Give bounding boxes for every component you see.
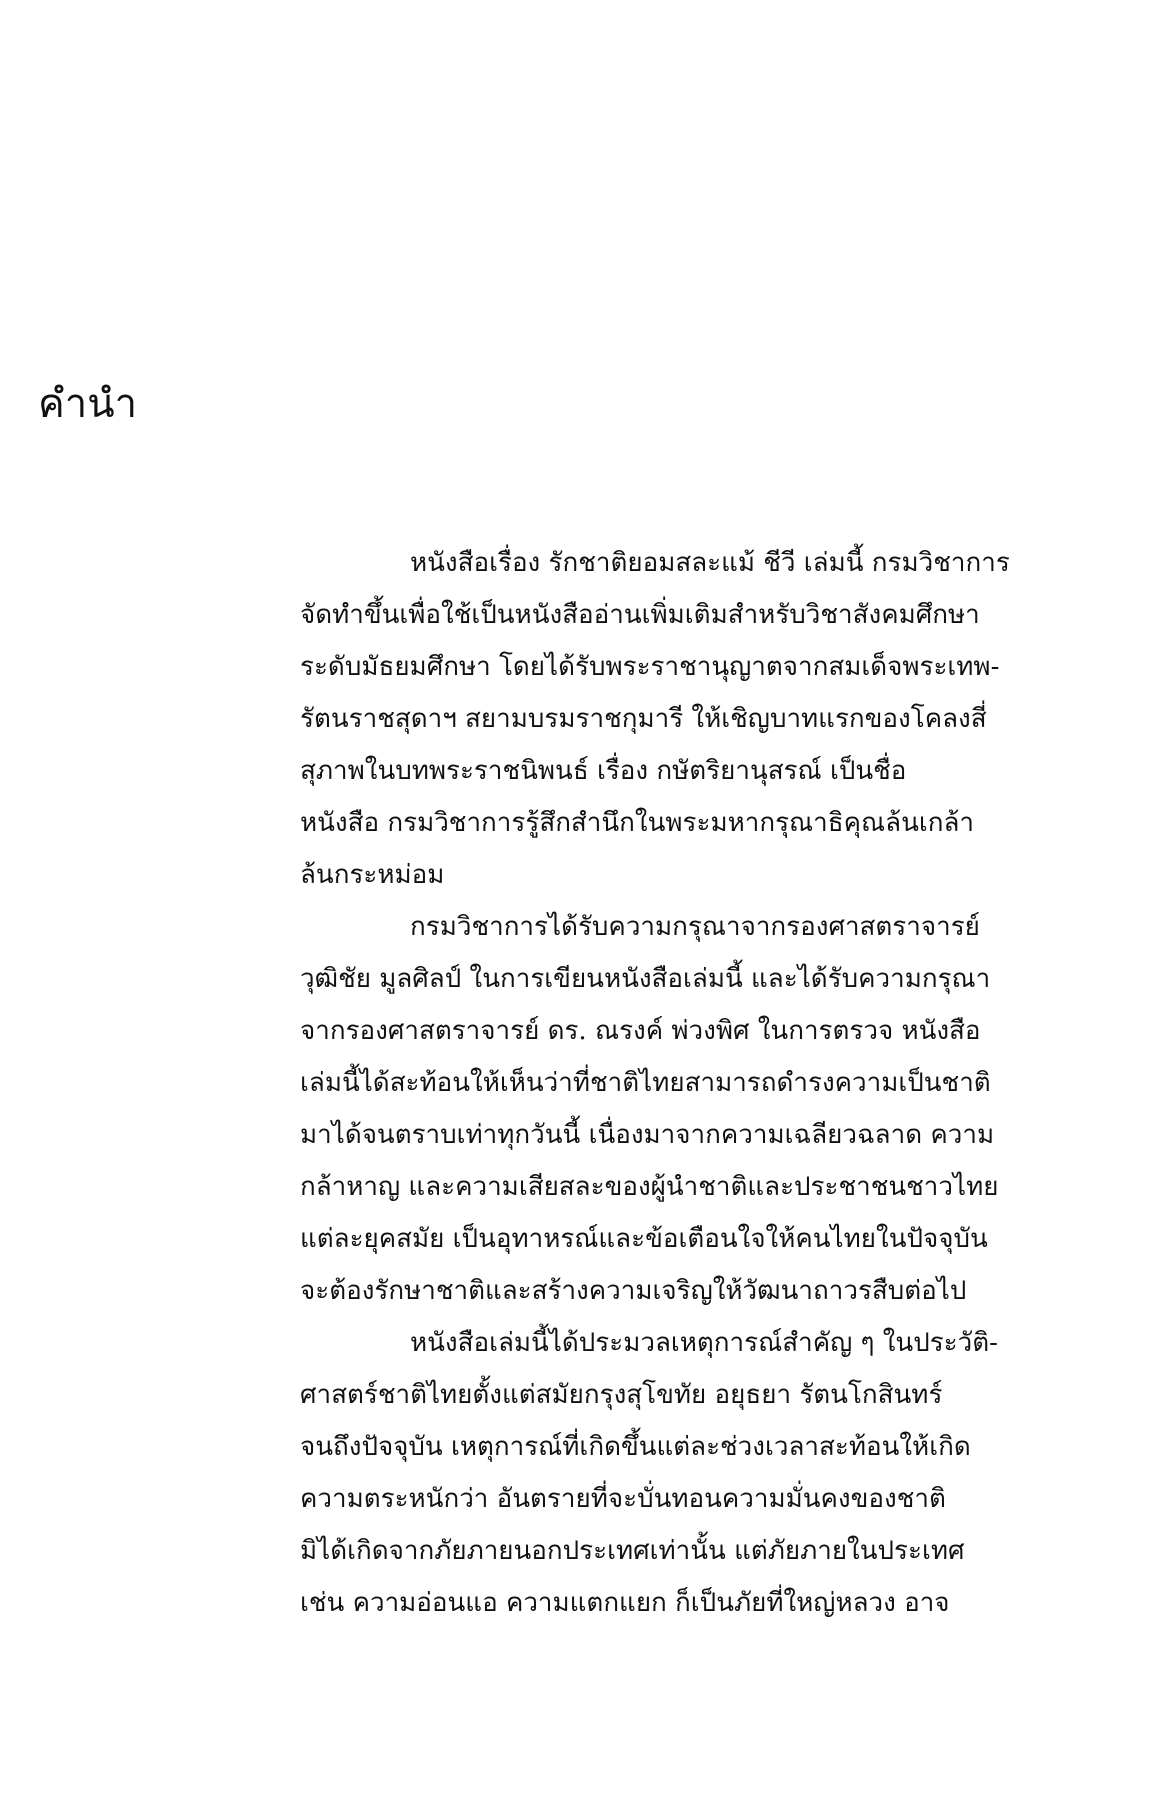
page-title: คำนำ: [38, 381, 138, 427]
paragraph-1: [300, 537, 1060, 901]
text-line: จากรองศาสตราจารย์ ดร. ณรงค์ พ่วงพิศ ในการตรวจ หนังสือ: [300, 1016, 981, 1046]
text-line: หนังสือเรื่อง รักชาติยอมสละแม้ ชีวี เล่มนี้ กรมวิชาการ: [410, 548, 1010, 578]
text-line: กรมวิชาการได้รับความกรุณาจากรองศาสตราจารย์: [410, 912, 980, 942]
body-text: [300, 537, 1060, 1629]
paragraph-3: [300, 1317, 1060, 1629]
text-line: ล้นกระหม่อม: [300, 860, 445, 890]
text-line: เล่มนี้ได้สะท้อนให้เห็นว่าที่ชาติไทยสามารถดำรงความเป็นชาติ: [300, 1068, 991, 1098]
text-line: กล้าหาญ และความเสียสละของผู้นำชาติและประชาชนชาวไทย: [300, 1172, 999, 1202]
text-line: แต่ละยุคสมัย เป็นอุทาหรณ์และข้อเตือนใจให้คนไทยในปัจจุบัน: [300, 1224, 988, 1254]
text-line: หนังสือ กรมวิชาการรู้สึกสำนึกในพระมหากรุณาธิคุณล้นเกล้า: [300, 808, 975, 838]
text-line: จะต้องรักษาชาติและสร้างความเจริญให้วัฒนาถาวรสืบต่อไป: [300, 1276, 967, 1306]
text-line: ระดับมัธยมศึกษา โดยได้รับพระราชานุญาตจากสมเด็จพระเทพ-: [300, 652, 1000, 682]
text-line: วุฒิชัย มูลศิลป์ ในการเขียนหนังสือเล่มนี้ และได้รับความกรุณา: [300, 964, 991, 994]
text-line: มิได้เกิดจากภัยภายนอกประเทศเท่านั้น แต่ภัยภายในประเทศ: [300, 1536, 965, 1566]
text-line: ศาสตร์ชาติไทยตั้งแต่สมัยกรุงสุโขทัย อยุธยา รัตนโกสินทร์: [300, 1380, 943, 1410]
text-line: เช่น ความอ่อนแอ ความแตกแยก ก็เป็นภัยที่ใหญ่หลวง อาจ: [300, 1588, 950, 1618]
text-line: รัตนราชสุดาฯ สยามบรมราชกุมารี ให้เชิญบาทแรกของโคลงสี่: [300, 704, 987, 734]
text-line: สุภาพในบทพระราชนิพนธ์ เรื่อง กษัตริยานุสรณ์ เป็นชื่อ: [300, 756, 907, 786]
text-line: หนังสือเล่มนี้ได้ประมวลเหตุการณ์สำคัญ ๆ ในประวัติ-: [410, 1328, 998, 1358]
text-line: ความตระหนักว่า อันตรายที่จะบั่นทอนความมั่นคงของชาติ: [300, 1484, 946, 1514]
paragraph-2: [300, 901, 1060, 1317]
text-line: จนถึงปัจจุบัน เหตุการณ์ที่เกิดขึ้นแต่ละช่วงเวลาสะท้อนให้เกิด: [300, 1432, 971, 1462]
text-line: มาได้จนตราบเท่าทุกวันนี้ เนื่องมาจากความเฉลียวฉลาด ความ: [300, 1120, 995, 1150]
text-line: จัดทำขึ้นเพื่อใช้เป็นหนังสืออ่านเพิ่มเติมสำหรับวิชาสังคมศึกษา: [300, 600, 980, 630]
